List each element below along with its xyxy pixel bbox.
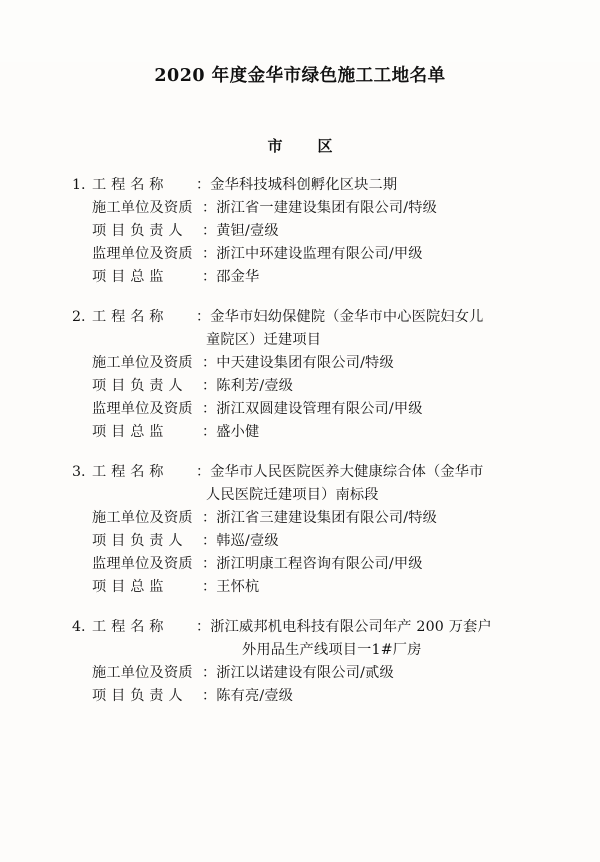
value-project-name: 金华市妇幼保健院（金华市中心医院妇女儿 bbox=[210, 309, 484, 325]
label-project-name: 工 程 名 称 bbox=[92, 177, 164, 193]
entry-chief-supervisor-line bbox=[72, 576, 560, 599]
entry-list bbox=[0, 174, 600, 708]
entry-project-name-line bbox=[72, 616, 560, 639]
colon: ： bbox=[202, 355, 217, 371]
label-chief-supervisor: 项 目 总 监 bbox=[92, 424, 164, 440]
section-heading: 市 区 bbox=[267, 137, 343, 155]
colon: ： bbox=[196, 309, 211, 325]
value-supervisor: 浙江双圆建设管理有限公司/甲级 bbox=[216, 401, 423, 417]
entry-manager-line bbox=[72, 530, 560, 553]
list-item bbox=[72, 306, 560, 444]
value-project-name: 浙江威邦机电科技有限公司年产 200 万套户 bbox=[210, 619, 492, 635]
label-project-manager: 项 目 负 责 人 bbox=[92, 533, 183, 549]
value-project-manager: 陈利芳/壹级 bbox=[216, 378, 294, 394]
entry-number: 3. bbox=[72, 464, 86, 480]
value-contractor: 中天建设集团有限公司/特级 bbox=[216, 355, 394, 371]
value-chief-supervisor: 王怀杭 bbox=[216, 579, 260, 595]
label-project-manager: 项 目 负 责 人 bbox=[92, 688, 183, 704]
colon: ： bbox=[196, 177, 211, 193]
list-item bbox=[72, 174, 560, 289]
label-contractor: 施工单位及资质 bbox=[92, 510, 193, 526]
colon: ： bbox=[202, 533, 217, 549]
colon: ： bbox=[196, 464, 211, 480]
colon: ： bbox=[202, 246, 217, 262]
colon: ： bbox=[202, 223, 217, 239]
label-chief-supervisor: 项 目 总 监 bbox=[92, 579, 164, 595]
entry-number: 1. bbox=[72, 177, 86, 193]
label-contractor: 施工单位及资质 bbox=[92, 665, 193, 681]
colon: ： bbox=[202, 665, 217, 681]
label-contractor: 施工单位及资质 bbox=[92, 200, 193, 216]
label-contractor: 施工单位及资质 bbox=[92, 355, 193, 371]
label-project-manager: 项 目 负 责 人 bbox=[92, 223, 183, 239]
entry-contractor-line bbox=[72, 507, 560, 530]
value-project-name: 金华科技城科创孵化区块二期 bbox=[210, 177, 398, 193]
entry-manager-line bbox=[72, 220, 560, 243]
value-supervisor: 浙江明康工程咨询有限公司/甲级 bbox=[216, 556, 423, 572]
page-title: 2020 年度金华市绿色施工工地名单 bbox=[154, 66, 446, 86]
value-chief-supervisor: 盛小健 bbox=[216, 424, 260, 440]
list-item bbox=[72, 616, 560, 708]
value-supervisor: 浙江中环建设监理有限公司/甲级 bbox=[216, 246, 423, 262]
entry-number: 2. bbox=[72, 309, 86, 325]
label-project-name: 工 程 名 称 bbox=[92, 619, 164, 635]
label-supervisor: 监理单位及资质 bbox=[92, 246, 193, 262]
label-project-manager: 项 目 负 责 人 bbox=[92, 378, 183, 394]
value-project-manager: 陈有亮/壹级 bbox=[216, 688, 294, 704]
label-supervisor: 监理单位及资质 bbox=[92, 556, 193, 572]
entry-contractor-line bbox=[72, 662, 560, 685]
value-chief-supervisor: 邵金华 bbox=[216, 269, 260, 285]
document-page bbox=[0, 62, 600, 862]
list-item bbox=[72, 461, 560, 599]
entry-chief-supervisor-line bbox=[72, 266, 560, 289]
colon: ： bbox=[202, 401, 217, 417]
entry-contractor-line bbox=[72, 197, 560, 220]
label-project-name: 工 程 名 称 bbox=[92, 464, 164, 480]
value-contractor: 浙江以诺建设有限公司/贰级 bbox=[216, 665, 394, 681]
value-project-name-cont: 童院区）迁建项目 bbox=[206, 332, 322, 348]
colon: ： bbox=[202, 200, 217, 216]
entry-project-name-continuation bbox=[72, 639, 560, 662]
value-project-name-cont: 外用品生产线项目一1#厂房 bbox=[242, 642, 422, 658]
colon: ： bbox=[202, 688, 217, 704]
entry-project-name-continuation bbox=[72, 484, 560, 507]
entry-project-name-line bbox=[72, 174, 560, 197]
colon: ： bbox=[202, 378, 217, 394]
entry-manager-line bbox=[72, 375, 560, 398]
entry-supervisor-line bbox=[72, 243, 560, 266]
colon: ： bbox=[202, 579, 217, 595]
entry-supervisor-line bbox=[72, 553, 560, 576]
entry-project-name-line bbox=[72, 461, 560, 484]
entry-project-name-line bbox=[72, 306, 560, 329]
entry-project-name-continuation bbox=[72, 329, 560, 352]
entry-chief-supervisor-line bbox=[72, 421, 560, 444]
label-project-name: 工 程 名 称 bbox=[92, 309, 164, 325]
colon: ： bbox=[196, 619, 211, 635]
label-chief-supervisor: 项 目 总 监 bbox=[92, 269, 164, 285]
colon: ： bbox=[202, 269, 217, 285]
value-project-name: 金华市人民医院医养大健康综合体（金华市 bbox=[210, 464, 484, 480]
colon: ： bbox=[202, 556, 217, 572]
value-contractor: 浙江省三建建设集团有限公司/特级 bbox=[216, 510, 437, 526]
value-project-name-cont: 人民医院迁建项目）南标段 bbox=[206, 487, 379, 503]
entry-contractor-line bbox=[72, 352, 560, 375]
value-project-manager: 黄钽/壹级 bbox=[216, 223, 279, 239]
entry-number: 4. bbox=[72, 619, 86, 635]
value-project-manager: 韩巡/壹级 bbox=[216, 533, 279, 549]
colon: ： bbox=[202, 424, 217, 440]
entry-supervisor-line bbox=[72, 398, 560, 421]
colon: ： bbox=[202, 510, 217, 526]
entry-manager-line bbox=[72, 685, 560, 708]
label-supervisor: 监理单位及资质 bbox=[92, 401, 193, 417]
value-contractor: 浙江省一建建设集团有限公司/特级 bbox=[216, 200, 437, 216]
